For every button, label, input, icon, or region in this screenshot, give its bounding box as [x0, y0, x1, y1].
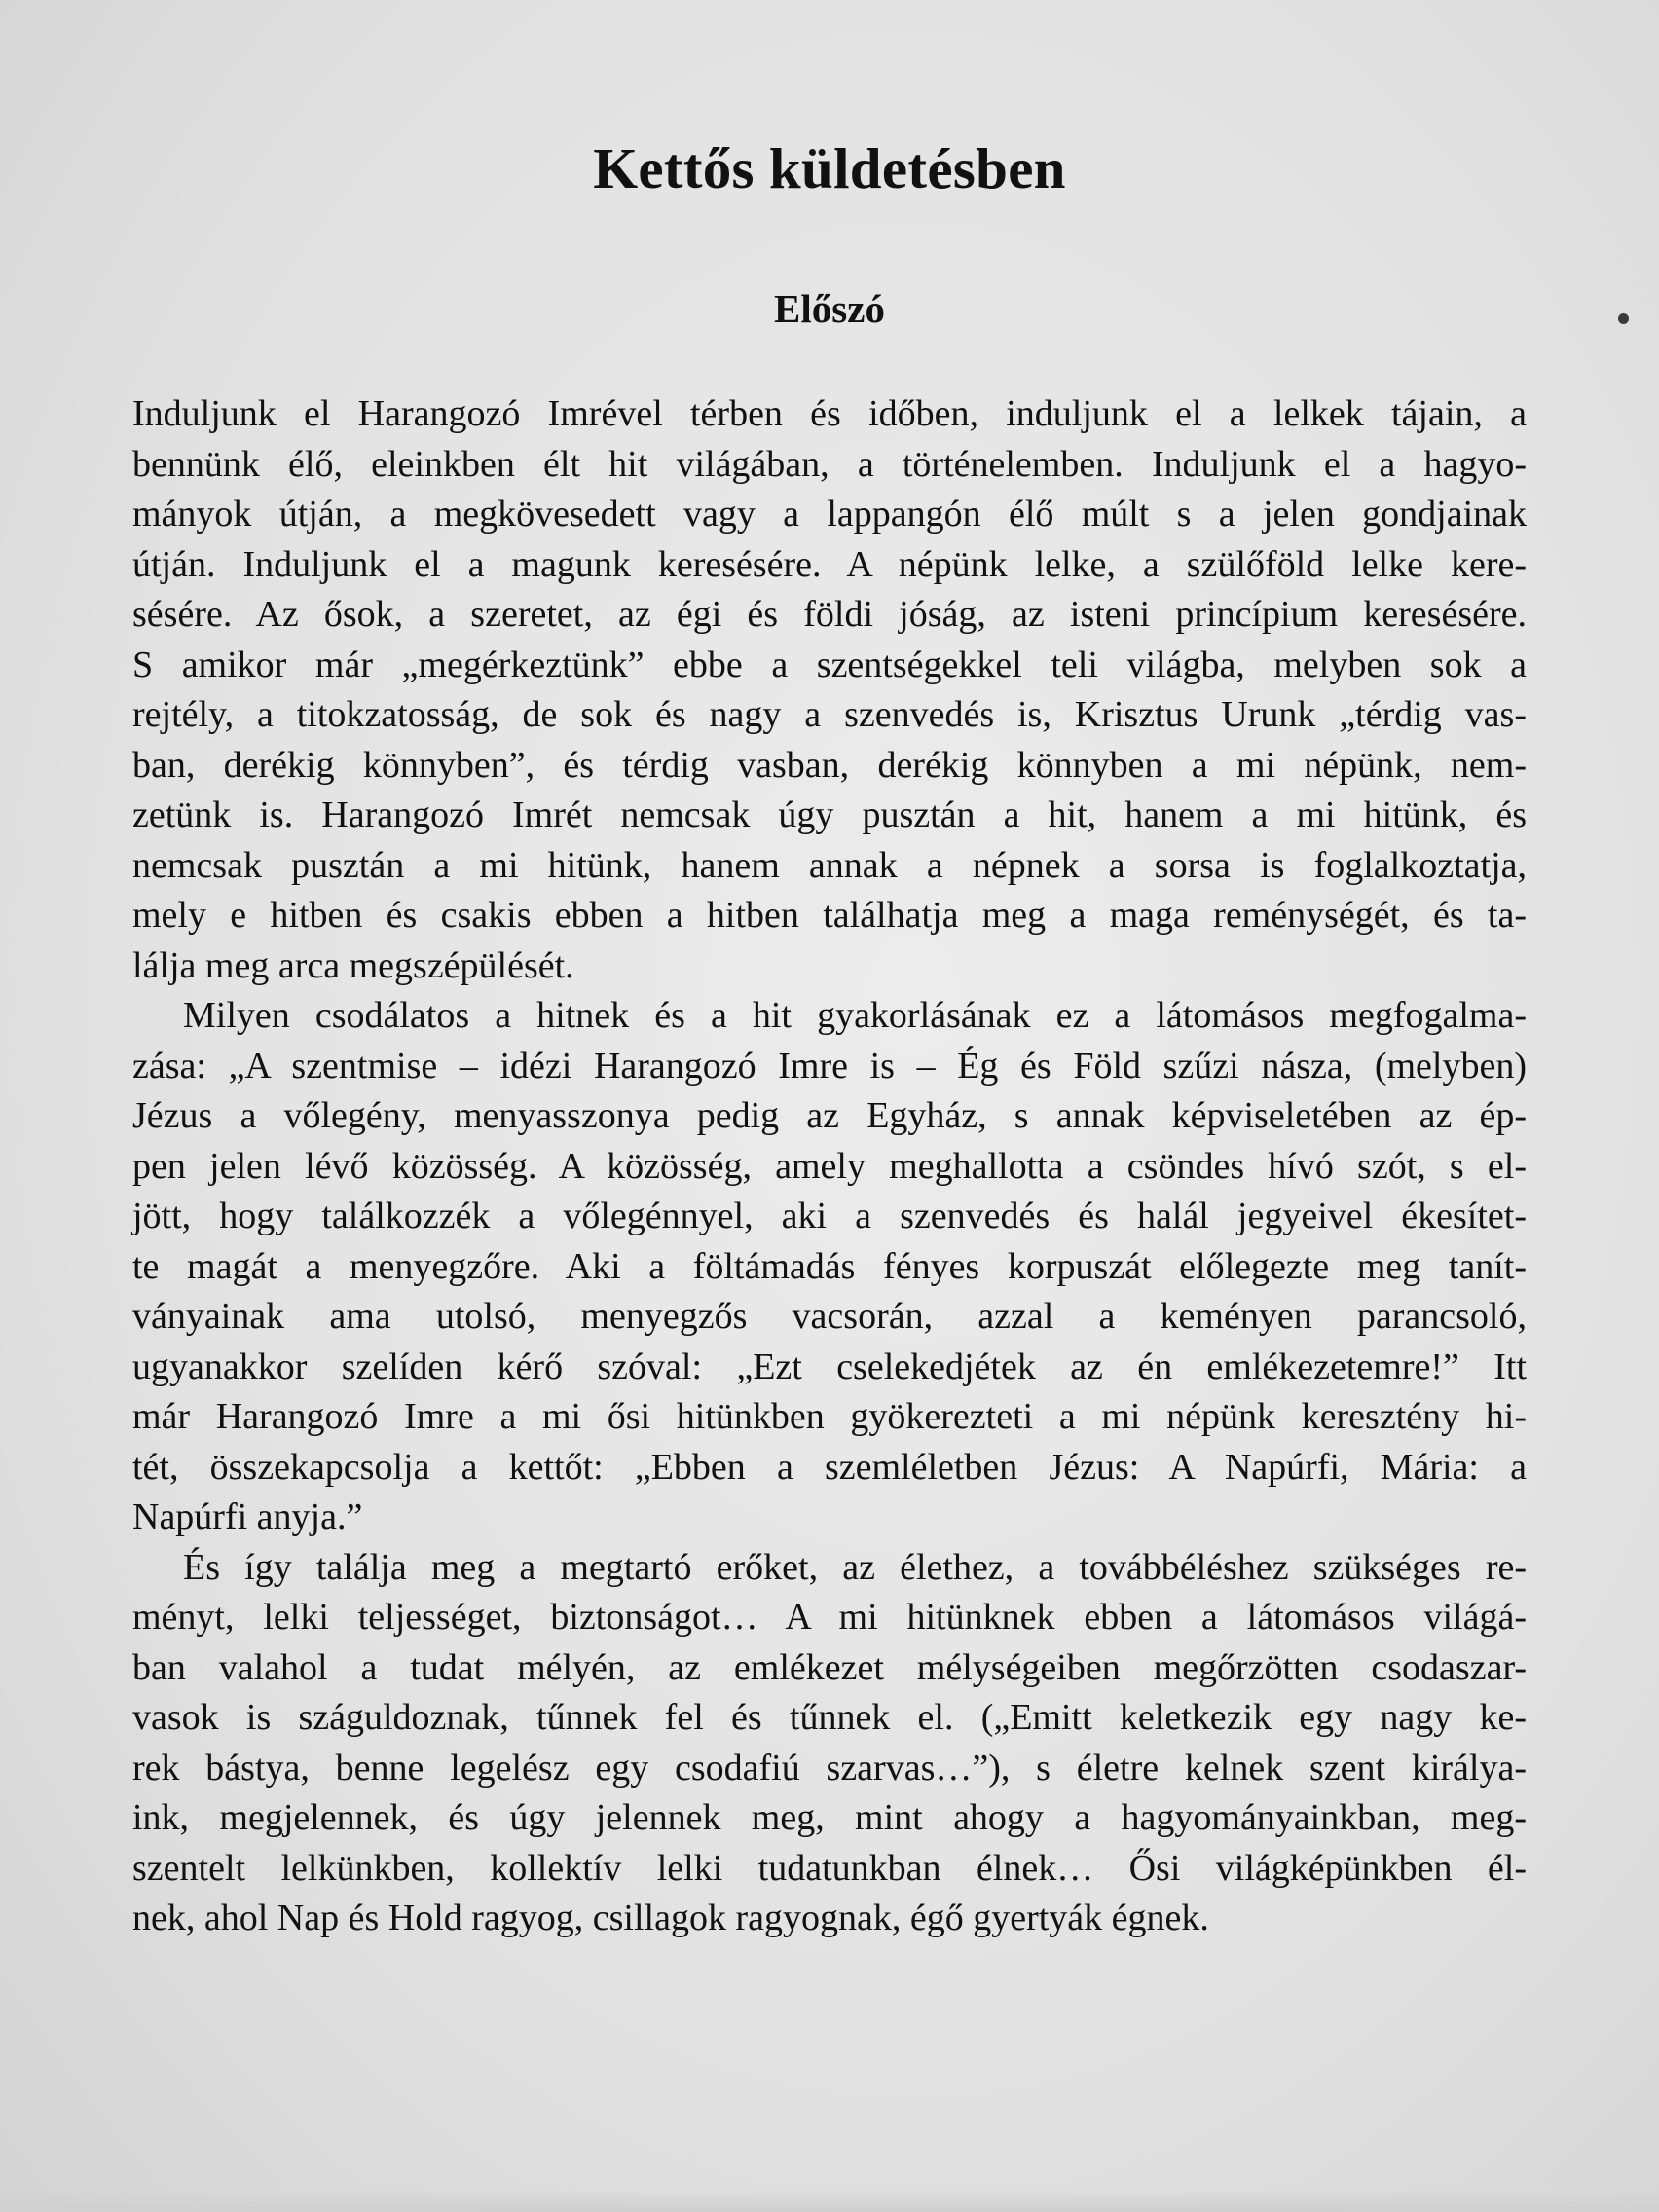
text-line: lálja meg arca megszépülését. [132, 944, 574, 986]
text-line: tét, összekapcsolja a kettőt: „Ebben a szemléletben Jézus: A Napúrfi, Mária: a [132, 1446, 1527, 1488]
text-line: jött, hogy találkozzék a vőlegénnyel, aki a szenvedés és halál jegyeivel ékesítet- [132, 1196, 1527, 1236]
text-line: ugyanakkor szelíden kérő szóval: „Ezt cselekedjétek az én emlékezetemre!” Itt [132, 1346, 1527, 1387]
page-bottom-edge [0, 2189, 1659, 2212]
text-line: mely e hitben és csakis ebben a hitben találhatja meg a maga reménységét, és ta- [132, 895, 1527, 936]
text-line: vasok is száguldoznak, tűnnek fel és tűnnek el. („Emitt keletkezik egy nagy ke- [132, 1697, 1527, 1738]
chapter-title: Kettős küldetésben [593, 136, 1066, 201]
text-line: És így találja meg a megtartó erőket, az élethez, a továbbéléshez szükséges re- [183, 1546, 1527, 1588]
text-line: Milyen csodálatos a hitnek és a hit gyakorlásának ez a látomásos megfogalma- [183, 995, 1527, 1036]
text-line: zása: „A szentmise – idézi Harangozó Imre is – Ég és Föld szűzi násza, (melyben) [132, 1045, 1527, 1087]
ink-dot-mark [1618, 313, 1629, 324]
body-text [132, 389, 1527, 1944]
text-line: sésére. Az ősok, a szeretet, az égi és földi jóság, az isteni princípium keresésére. [132, 594, 1527, 635]
text-line: ban valahol a tudat mélyén, az emlékezet mélységeiben megőrzötten csodaszar- [132, 1646, 1527, 1688]
text-line: Napúrfi anyja.” [132, 1496, 363, 1537]
text-line: mányok útján, a megkövesedett vagy a lappangón élő múlt s a jelen gondjainak [132, 494, 1527, 535]
text-line: pen jelen lévő közösség. A közösség, amely meghallotta a csöndes hívó szót, s el- [132, 1145, 1527, 1187]
text-line: rejtély, a titokzatosság, de sok és nagy a szenvedés is, Krisztus Urunk „térdig vas- [132, 694, 1527, 735]
section-subtitle: Előszó [774, 286, 885, 331]
text-line: már Harangozó Imre a mi ősi hitünkben gyökerezteti a mi népünk keresztény hi- [132, 1396, 1527, 1437]
text-line: ményt, lelki teljességet, biztonságot… A mi hitünknek ebben a látomásos világá- [132, 1597, 1527, 1638]
text-line: ban, derékig könnyben”, és térdig vasban, derékig könnyben a mi népünk, nem- [132, 744, 1527, 786]
text-line: te magát a menyegzőre. Aki a föltámadás fényes korpuszát előlegezte meg tanít- [132, 1245, 1527, 1287]
text-line: zetünk is. Harangozó Imrét nemcsak úgy pusztán a hit, hanem a mi hitünk, és [132, 794, 1527, 835]
text-line: bennünk élő, eleinkben élt hit világában, a történelemben. Induljunk el a hagyo- [132, 443, 1527, 485]
text-line: nemcsak pusztán a mi hitünk, hanem annak a népnek a sorsa is foglalkoztatja, [132, 844, 1527, 886]
text-line: Jézus a vőlegény, menyasszonya pedig az Egyház, s annak képviseletében az ép- [132, 1095, 1527, 1136]
text-line: nek, ahol Nap és Hold ragyog, csillagok ragyognak, égő gyertyák égnek. [132, 1898, 1209, 1938]
text-line: S amikor már „megérkeztünk” ebbe a szentségekkel teli világba, melyben sok a [132, 644, 1527, 685]
text-line: rek bástya, benne legelész egy csodafiú szarvas…”), s életre kelnek szent királya- [132, 1747, 1527, 1788]
text-line: ványainak ama utolsó, menyegzős vacsorán, azzal a keményen parancsoló, [132, 1296, 1527, 1337]
text-line: Induljunk el Harangozó Imrével térben és időben, induljunk el a lelkek tájain, a [132, 393, 1527, 434]
text-line: útján. Induljunk el a magunk keresésére. A népünk lelke, a szülőföld lelke kere- [132, 543, 1527, 585]
text-line: szentelt lelkünkben, kollektív lelki tudatunkban élnek… Ősi világképünkben él- [132, 1847, 1527, 1889]
text-line: ink, megjelennek, és úgy jelennek meg, mint ahogy a hagyományainkban, meg- [132, 1797, 1527, 1838]
